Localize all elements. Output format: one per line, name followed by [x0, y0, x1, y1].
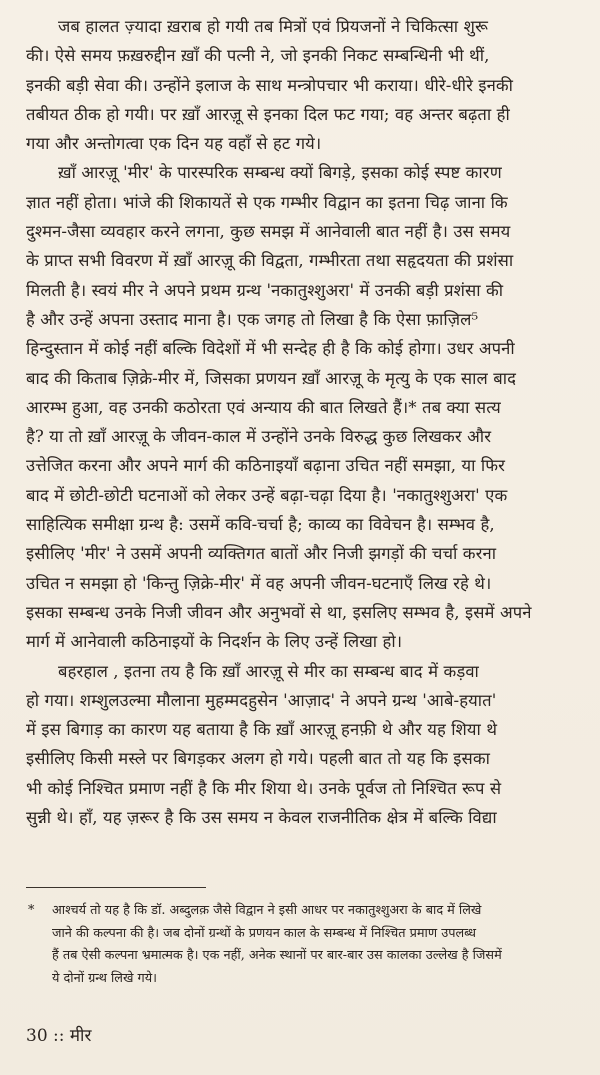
text-line: इसीलिए 'मीर' ने उसमें अपनी व्यक्तिगत बातों और निजी झगड़ों की चर्चा करना: [26, 544, 497, 564]
paragraph: [26, 657, 586, 833]
footnote-line: जाने की कल्पना की है। जब दोनों ग्रन्थों के प्रणयन काल के सम्बन्ध में निश्चित प्रमाण उपलब्ध: [52, 925, 477, 941]
text-line: दुश्मन-जैसा व्यवहार करने लगना, कुछ समझ में आनेवाली बात नहीं है। उस समय: [26, 222, 511, 242]
text-line: जब हालत ज़्यादा ख़राब हो गयी तब मित्रों एवं प्रियजनों ने चिकित्सा शुरू: [58, 17, 488, 36]
footnote-divider: [26, 887, 206, 888]
text-line: तबीयत ठीक हो गयी। पर ख़ाँ आरज़ू से इनका दिल फट गया; वह अन्तर बढ़ता ही: [26, 104, 510, 124]
text-line: इसीलिए किसी मस्ले पर बिगड़कर अलग हो गये। पहली बात तो यह कि इसका: [26, 749, 490, 769]
text-line: आरम्भ हुआ, वह उनकी कठोरता एवं अन्याय की बात लिखते हैं।* तब क्या सत्य: [26, 397, 501, 417]
text-line: है? या तो ख़ाँ आरज़ू के जीवन-काल में उन्होंने उनके विरुद्ध कुछ लिखकर और: [26, 427, 492, 447]
text-line: बाद की किताब ज़िक्रे-मीर में, जिसका प्रणयन ख़ाँ आरज़ू के मृत्यु के एक साल बाद: [26, 368, 516, 388]
text-line: उचित न समझा हो 'किन्तु ज़िक्रे-मीर' में वह अपनी जीवन-घटनाएँ लिख रहे थे।: [26, 573, 492, 593]
text-line: सुन्नी थे। हाँ, यह ज़रूर है कि उस समय न केवल राजनीतिक क्षेत्र में बल्कि विद्या: [26, 808, 497, 828]
text-line: उत्तेजित करना और अपने मार्ग की कठिनाइयाँ बढ़ाना उचित नहीं समझा, या फिर: [26, 456, 505, 476]
text-line: की। ऐसे समय फ़ख़रुद्दीन ख़ाँ की पत्नी ने, जो इनकी निकट सम्बन्धिनी भी थीं,: [26, 46, 490, 66]
footnote-line: ये दोनों ग्रन्थ लिखे गये।: [52, 970, 157, 986]
text-line: मार्ग में आनेवाली कठिनाइयों के निदर्शन के लिए उन्हें लिखा हो।: [26, 632, 403, 652]
footnote-text: आश्चर्य तो यह है कि डॉ. अब्दुलक़ जैसे विद्वान ने इसी आधर पर नकातुश्शुअरा के बाद में लिखे: [52, 903, 482, 918]
text-line: भी कोई निश्चित प्रमाण नहीं है कि मीर शिया थे। उनके पूर्वज तो निश्चित रूप से: [26, 778, 502, 798]
footnote-line: हैं तब ऐसी कल्पना भ्रमात्मक है। एक नहीं, अनेक स्थानों पर बार-बार उस कालका उल्लेख है जिसमें: [52, 948, 502, 963]
text-line: इसका सम्बन्ध उनके निजी जीवन और अनुभवों से था, इसलिए सम्भव है, इसमें अपने: [26, 602, 532, 622]
text-line: है और उन्हें अपना उस्ताद माना है। एक जगह तो लिखा है कि ऐसा फ़ाज़िल⁵: [26, 309, 479, 329]
text-line: के प्राप्त सभी विवरण में ख़ाँ आरज़ू की विद्वता, गम्भीरता तथा सहृदयता की प्रशंसा: [26, 251, 514, 271]
page-number-footer: 30 :: मीर: [26, 1026, 92, 1046]
paragraph: [26, 12, 586, 158]
text-line: हो गया। शम्शुलउल्मा मौलाना मुहम्मदहुसेन 'आज़ाद' ने अपने ग्रन्थ 'आबे-हयात': [26, 690, 497, 710]
text-line: बहरहाल , इतना तय है कि ख़ाँ आरज़ू से मीर का सम्बन्ध बाद में कड़वा: [58, 661, 479, 681]
text-line: साहित्यिक समीक्षा ग्रन्थ है: उसमें कवि-चर्चा है; काव्य का विवेचन है। सम्भव है,: [26, 515, 495, 535]
footnote-line: [26, 900, 586, 923]
text-line: हिन्दुस्तान में कोई नहीं बल्कि विदेशों में भी सन्देह ही है कि कोई होगा। उधर अपनी: [26, 339, 515, 359]
text-line: गया और अन्तोगत्वा एक दिन यह वहाँ से हट गये।: [26, 134, 322, 154]
paragraph: [26, 158, 586, 656]
text-line: बाद में छोटी-छोटी घटनाओं को लेकर उन्हें बढ़ा-चढ़ा दिया है। 'नकातुश्शुअरा' एक: [26, 485, 508, 505]
text-line: ज्ञात नहीं होता। भांजे की शिकायतें से एक गम्भीर विद्वान का इतना चिढ़ जाना कि: [26, 192, 508, 212]
text-line: इनकी बड़ी सेवा की। उन्होंने इलाज के साथ मन्त्रोपचार भी कराया। धीरे-धीरे इनकी: [26, 75, 514, 95]
text-line: में इस बिगाड़ का कारण यह बताया है कि ख़ाँ आरज़ू हनफ़ी थे और यह शिया थे: [26, 720, 498, 740]
footnote-marker: *: [28, 903, 35, 918]
text-line: ख़ाँ आरज़ू 'मीर' के पारस्परिक सम्बन्ध क्यों बिगड़े, इसका कोई स्पष्ट कारण: [58, 163, 502, 183]
body-text: [26, 12, 586, 832]
text-line: मिलती है। स्वयं मीर ने अपने प्रथम ग्रन्थ 'नकातुश्शुअरा' में उनकी बड़ी प्रशंसा की: [26, 280, 504, 300]
footnote: [26, 900, 586, 990]
